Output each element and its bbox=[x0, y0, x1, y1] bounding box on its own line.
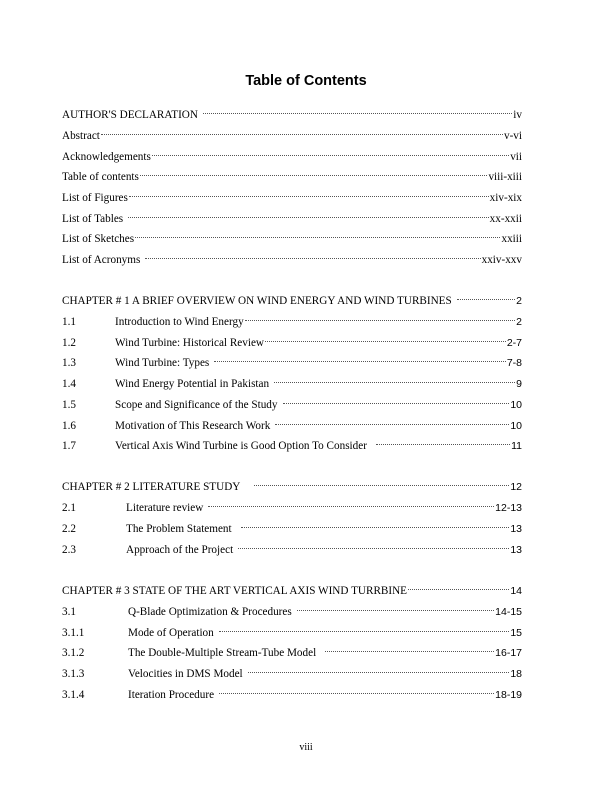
toc-entry-acknowledgements[interactable] bbox=[62, 144, 522, 163]
dot-leader bbox=[457, 288, 515, 304]
section-title: Approach of the Project bbox=[126, 544, 234, 556]
section-number: 3.1.4 bbox=[62, 689, 85, 701]
section-number: 1.2 bbox=[62, 337, 76, 349]
section-number: 1.3 bbox=[62, 357, 76, 369]
section-number: 1.5 bbox=[62, 399, 76, 411]
toc-entry-page: 14-15 bbox=[495, 606, 522, 618]
toc-section-1-3[interactable] bbox=[62, 350, 522, 369]
toc-entry-page: 10 bbox=[510, 420, 522, 432]
chapter-heading-label: CHAPTER # 2 LITERATURE STUDY bbox=[62, 481, 241, 493]
toc-entry-page: xxiv-xxv bbox=[481, 254, 522, 266]
toc-section-3-1-1[interactable] bbox=[62, 620, 522, 639]
toc-entry-page: 7-8 bbox=[506, 357, 522, 369]
toc-section-3-1-3[interactable] bbox=[62, 661, 522, 680]
toc-entry-page: 13 bbox=[510, 544, 522, 556]
toc-entry-label: Table of contents bbox=[62, 171, 139, 183]
section-number: 3.1.3 bbox=[62, 668, 85, 680]
section-title: The Problem Statement bbox=[126, 523, 232, 535]
section-title: Literature review bbox=[126, 502, 204, 514]
toc-entry-list-of-tables[interactable] bbox=[62, 206, 522, 225]
dot-leader bbox=[254, 474, 509, 490]
toc-entry-page: 16-17 bbox=[495, 647, 522, 659]
section-title: Introduction to Wind Energy bbox=[115, 316, 244, 328]
toc-entry-page: xiv-xix bbox=[489, 192, 522, 204]
toc-entry-page: 2 bbox=[516, 316, 522, 328]
section-title: Scope and Significance of the Study bbox=[115, 399, 278, 411]
dot-leader bbox=[245, 309, 515, 325]
section-title: Mode of Operation bbox=[128, 627, 214, 639]
page-title: Table of Contents bbox=[245, 73, 367, 89]
toc-entry-page: 9 bbox=[516, 378, 522, 390]
toc-chapter-1-heading[interactable] bbox=[62, 288, 522, 307]
section-number: 1.1 bbox=[62, 316, 76, 328]
toc-section-1-1[interactable] bbox=[62, 309, 522, 328]
section-title: Iteration Procedure bbox=[128, 689, 215, 701]
toc-entry-label: List of Figures bbox=[62, 192, 128, 204]
toc-entry-list-of-figures[interactable] bbox=[62, 185, 522, 204]
toc-entry-table-of-contents[interactable] bbox=[62, 164, 522, 183]
section-number: 3.1.1 bbox=[62, 627, 85, 639]
toc-entry-page: 15 bbox=[510, 627, 522, 639]
toc-entry-label: List of Acronyms bbox=[62, 254, 141, 266]
toc-section-3-1[interactable] bbox=[62, 599, 522, 618]
toc-chapter-2-heading[interactable] bbox=[62, 474, 522, 493]
section-number: 1.6 bbox=[62, 420, 76, 432]
toc-entry-page: 12 bbox=[510, 481, 522, 493]
dot-leader bbox=[128, 206, 489, 222]
section-number: 3.1 bbox=[62, 606, 76, 618]
section-title: Wind Turbine: Historical Review bbox=[115, 337, 265, 349]
dot-leader bbox=[325, 640, 494, 656]
toc-section-1-7[interactable] bbox=[62, 433, 522, 452]
dot-leader bbox=[135, 226, 500, 242]
toc-section-2-3[interactable] bbox=[62, 537, 522, 556]
dot-leader bbox=[248, 661, 510, 677]
dot-leader bbox=[152, 144, 509, 160]
toc-entry-page: 14 bbox=[510, 585, 522, 597]
dot-leader bbox=[275, 413, 509, 429]
section-number: 2.3 bbox=[62, 544, 76, 556]
toc-entry-authors-declaration[interactable] bbox=[62, 102, 522, 121]
toc-entry-page: 18 bbox=[510, 668, 522, 680]
toc-entry-page: v-vi bbox=[503, 130, 522, 142]
chapter-heading-label: CHAPTER # 3 STATE OF THE ART VERTICAL AXIS WIND TURRBINE bbox=[62, 585, 408, 597]
toc-entry-page: 18-19 bbox=[495, 689, 522, 701]
toc-entry-page: iv bbox=[513, 109, 522, 121]
toc-entry-label: Abstract bbox=[62, 130, 100, 142]
section-title: Velocities in DMS Model bbox=[128, 668, 243, 680]
toc-entry-label: Acknowledgements bbox=[62, 151, 151, 163]
toc-entry-page: 2 bbox=[516, 295, 522, 307]
dot-leader bbox=[238, 537, 509, 553]
toc-section-3-1-2[interactable] bbox=[62, 640, 522, 659]
toc-entry-abstract[interactable] bbox=[62, 123, 522, 142]
toc-section-1-2[interactable] bbox=[62, 330, 522, 349]
dot-leader bbox=[274, 371, 515, 387]
section-number: 2.2 bbox=[62, 523, 76, 535]
toc-entry-label: List of Tables bbox=[62, 213, 124, 225]
dot-leader bbox=[203, 102, 512, 118]
dot-leader bbox=[283, 392, 510, 408]
dot-leader bbox=[101, 123, 503, 139]
chapter-heading-label: CHAPTER # 1 A BRIEF OVERVIEW ON WIND ENERGY AND WIND TURBINES bbox=[62, 295, 452, 307]
toc-section-1-4[interactable] bbox=[62, 371, 522, 390]
toc-entry-page: xx-xxii bbox=[489, 213, 522, 225]
toc-entry-page: 13 bbox=[510, 523, 522, 535]
section-title: Wind Energy Potential in Pakistan bbox=[115, 378, 270, 390]
section-number: 3.1.2 bbox=[62, 647, 85, 659]
toc-entry-label: List of Sketches bbox=[62, 233, 135, 245]
dot-leader bbox=[241, 516, 510, 532]
toc-entry-list-of-acronyms[interactable] bbox=[62, 247, 522, 266]
dot-leader bbox=[140, 164, 488, 180]
toc-entry-page: 11 bbox=[511, 440, 522, 452]
dot-leader bbox=[297, 599, 494, 615]
toc-entry-label: AUTHOR'S DECLARATION bbox=[62, 109, 198, 121]
dot-leader bbox=[376, 433, 510, 449]
toc-entry-page: vii bbox=[510, 151, 522, 163]
page-number-footer: viii bbox=[299, 742, 313, 753]
dot-leader bbox=[408, 578, 509, 594]
dot-leader bbox=[219, 620, 510, 636]
dot-leader bbox=[214, 350, 506, 366]
toc-section-3-1-4[interactable] bbox=[62, 682, 522, 701]
toc-section-2-2[interactable] bbox=[62, 516, 522, 535]
section-title: Q-Blade Optimization & Procedures bbox=[128, 606, 292, 618]
dot-leader bbox=[265, 330, 506, 346]
dot-leader bbox=[145, 247, 480, 263]
section-number: 2.1 bbox=[62, 502, 76, 514]
dot-leader bbox=[129, 185, 489, 201]
toc-entry-page: viii-xiii bbox=[488, 171, 522, 183]
dot-leader bbox=[219, 682, 494, 698]
section-number: 1.4 bbox=[62, 378, 76, 390]
section-title: Vertical Axis Wind Turbine is Good Option To Consider bbox=[115, 440, 367, 452]
toc-entry-page: 10 bbox=[510, 399, 522, 411]
dot-leader bbox=[208, 495, 494, 511]
toc-section-2-1[interactable] bbox=[62, 495, 522, 514]
toc-chapter-3-heading[interactable] bbox=[62, 578, 522, 597]
section-title: The Double-Multiple Stream-Tube Model bbox=[128, 647, 317, 659]
toc-entry-page: 12-13 bbox=[495, 502, 522, 514]
toc-entry-list-of-sketches[interactable] bbox=[62, 226, 522, 245]
section-number: 1.7 bbox=[62, 440, 76, 452]
section-title: Wind Turbine: Types bbox=[115, 357, 210, 369]
section-title: Motivation of This Research Work bbox=[115, 420, 271, 432]
toc-section-1-6[interactable] bbox=[62, 413, 522, 432]
toc-entry-page: 2-7 bbox=[506, 337, 522, 349]
toc-entry-page: xxiii bbox=[501, 233, 522, 245]
toc-section-1-5[interactable] bbox=[62, 392, 522, 411]
